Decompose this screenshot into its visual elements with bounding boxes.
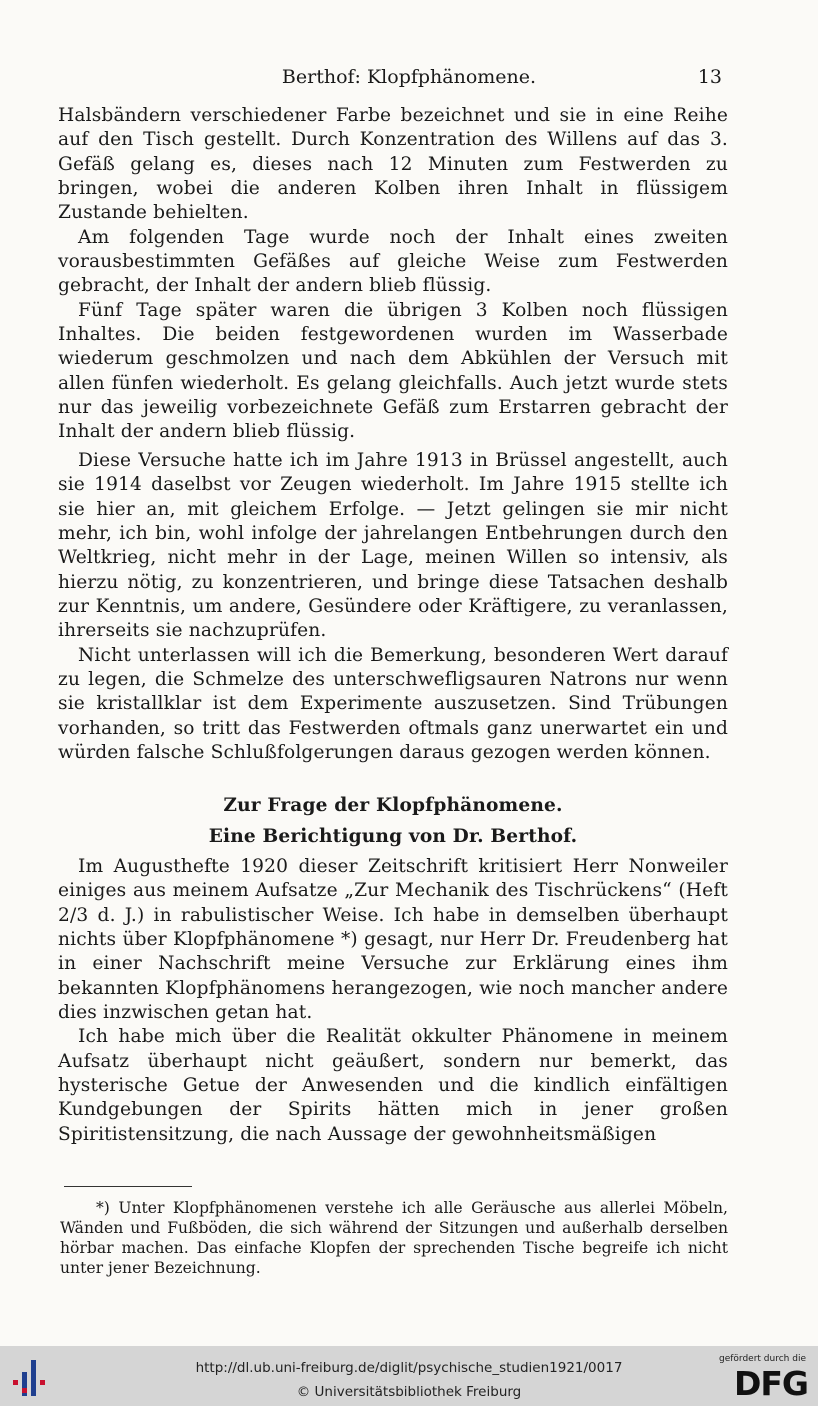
copyright-notice: © Universitätsbibliothek Freiburg bbox=[296, 1384, 522, 1400]
page-number: 13 bbox=[697, 66, 722, 88]
dfg-logo bbox=[719, 1354, 810, 1403]
running-title: Berthof: Klopfphänomene. bbox=[281, 66, 537, 88]
paragraph-continued: Halsbändern verschiedener Farbe bezeichnet und sie in eine Reihe auf den Tisch gestellt. Durch Konzentration des Willens auf das 3. Gefäß gelang es, dieses nach 12 Minuten zum Festwerden zu bringen, wobei die anderen Kolben ihren Inhalt in flüssigem Zustande behielten. bbox=[58, 105, 728, 224]
paragraph: Fünf Tage später waren die übrigen 3 Kolben noch flüssigen Inhaltes. Die beiden festgewordenen wurden im Wasserbade wiederum geschmolzen und nach dem Abkühlen der Versuch mit allen fünfen wiederholt. Es gelang gleichfalls. Auch jetzt wurde stets nur das jeweilig vorbezeichnete Gefäß zum Erstarren gebracht der Inhalt der andern blieb flüssig. bbox=[58, 299, 728, 443]
paragraph: Am folgenden Tage wurde noch der Inhalt eines zweiten vorausbestimmten Gefäßes auf gleiche Weise zum Festwerden gebracht, der Inhalt der andern blieb flüssig. bbox=[58, 226, 728, 297]
dfg-logo-text: DFG bbox=[733, 1364, 808, 1403]
paragraph: Ich habe mich über die Realität okkulter Phänomene in meinem Aufsatz überhaupt nicht geäußert, sondern nur bemerkt, das hysterische Getue der Anwesenden und die kindlich einfältigen Kundgebungen der Spirits hätten mich in jener großen Spiritistensitzung, die nach Aussage der gewohnheitsmäßigen bbox=[58, 1026, 728, 1145]
paragraph: Nicht unterlassen will ich die Bemerkung, besonderen Wert darauf zu legen, die Schmelze des unterschwefligsauren Natrons nur wenn sie kristallklar ist dem Experimente auszusetzen. Sind Trübungen vorhanden, so tritt das Festwerden oftmals ganz unerwartet ein und würden falsche Schlußfolgerungen daraus gezogen werden können. bbox=[58, 644, 728, 763]
running-head bbox=[0, 66, 818, 96]
paragraph: Diese Versuche hatte ich im Jahre 1913 in Brüssel angestellt, auch sie 1914 daselbst vor Zeugen wiederholt. Im Jahre 1915 stellte ich sie hier an, mit gleichem Erfolge. — Jetzt gelingen sie mir nicht mehr, ich bin, wohl infolge der jahrelangen Entbehrungen durch den Weltkrieg, nicht mehr in der Lage, meinen Willen so intensiv, als hierzu nötig, zu konzentrieren, und bringe diese Tatsachen deshalb zur Kenntnis, um andere, Gesündere oder Kräftigere, zu veranlassen, ihrerseits sie nachzuprüfen. bbox=[58, 449, 728, 642]
footer-bar bbox=[0, 1346, 818, 1406]
paragraph: Im Augusthefte 1920 dieser Zeitschrift kritisiert Herr Nonweiler einiges aus meinem Aufsatze „Zur Mechanik des Tischrückens“ (Heft 2/3 d. J.) in rabulistischer Weise. Ich habe in demselben überhaupt nichts über Klopfphänomene *) gesagt, nur Herr Dr. Freudenberg hat in einer Nachschrift meine Versuche zur Erklärung eines ihm bekannten Klopfphänomens herangezogen, wie noch mancher andere dies inzwischen getan hat. bbox=[58, 855, 728, 1024]
dfg-tagline: gefördert durch die bbox=[719, 1354, 806, 1364]
footnote bbox=[60, 1198, 728, 1278]
footnote-text: *) Unter Klopfphänomenen verstehe ich alle Geräusche aus allerlei Möbeln, Wänden und Fußböden, die sich während der Sitzungen und außerhalb derselben hörbar machen. Das einfache Klopfen der sprechenden Tische begreife ich nicht unter jener Bezeichnung. bbox=[60, 1199, 728, 1277]
article-title: Zur Frage der Klopfphänomene. bbox=[223, 795, 563, 817]
main-text bbox=[58, 104, 728, 1147]
article-subtitle: Eine Berichtigung von Dr. Berthof. bbox=[208, 825, 578, 847]
footnote-divider bbox=[64, 1186, 192, 1187]
source-url-link[interactable]: http://dl.ub.uni-freiburg.de/diglit/psychische_studien1921/0017 bbox=[195, 1360, 623, 1376]
